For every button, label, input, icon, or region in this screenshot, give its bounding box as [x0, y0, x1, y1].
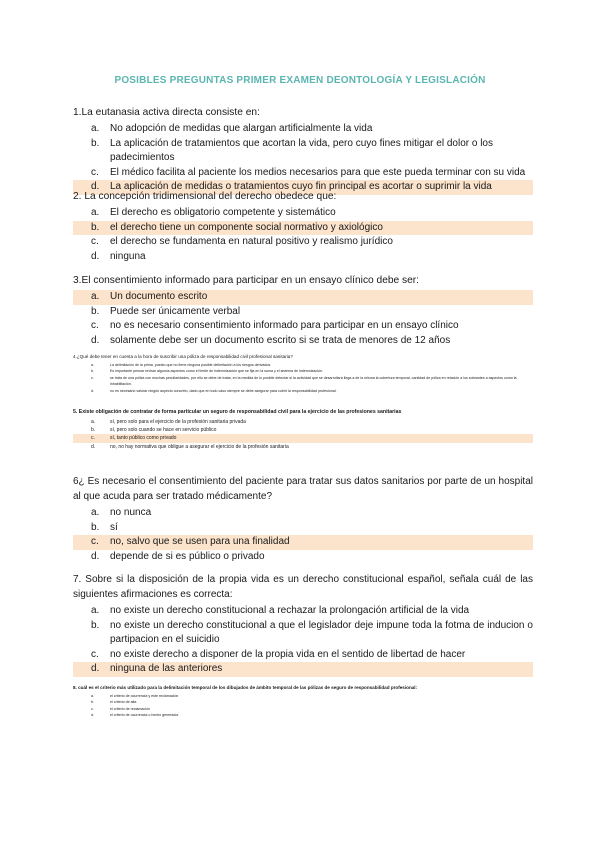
option-c: c. no existe derecho a disponer de la propia vida en el sentido de libertad de hacer [91, 648, 466, 660]
question-1 [73, 106, 533, 195]
question-text: 2. La concepción tridimensional del derecho obedece que: [73, 191, 337, 202]
question-text: 8. cuál es el criterio más utilizado para la delimitación temporal de los dibujados de ámbito temporal de las pólizas de seguro de responsabilidad profesional: [73, 685, 418, 690]
question-text: 3.El consentimiento informado para participar en un ensayo clínico debe ser: [73, 275, 420, 286]
option-c: c. se trata de una póliza con muchas peculiaridades, por ello se debe de tratar, en la medida de lo posible detectar si la actividad que se desarrollará llega a de la misma la cobertura temporal, cantidad de póliza en relación a los sobrantes a aspectos como la inhabilitación. [91, 375, 517, 387]
question-text: 5. Existe obligación de contratar de forma particular un seguro de responsabilidad civil para la ejercicio de las profesiones sanitarias [73, 409, 402, 415]
option-a: a. sí, pero solo para el ejercicio de la profesión sanitaria privada [91, 419, 246, 425]
option-c: c. el derecho se fundamenta en natural positivo y realismo jurídico [91, 236, 393, 248]
option-d: d. no, no hay normativa que obligue a asegurar el ejercicio de la profesión sanitaria [91, 443, 289, 450]
option-d: d. solamente debe ser un documento escrito si se trata de menores de 12 años [91, 334, 451, 346]
option-d: d. depende de si es público o privado [91, 550, 265, 562]
option-b: b. sí, pero solo cuando se hace en servicio público [91, 427, 217, 434]
option-c: c. no es necesario consentimiento informado para participar en un ensayo clínico [91, 320, 459, 332]
question-text: 6¿ Es necesario el consentimiento del paciente para tratar sus datos sanitarios por parte de un hospital al que acuda para ser tratado médicamente? [73, 476, 533, 502]
option-d-highlighted: d. ninguna de las anteriores [73, 662, 533, 677]
question-6 [73, 474, 533, 564]
option-a: a. no nunca [91, 507, 152, 518]
option-b: b. no existe un derecho constitucional a que el legislador deje impune toda la fotma de inducion o partipacion en el suicidio [91, 619, 533, 646]
option-c: c. El médico facilita al paciente los medios necesarios para que este pueda terminar con su vida [91, 166, 526, 178]
option-b: b. sí [91, 521, 118, 533]
option-d-highlighted: d. La aplicación de medidas o tratamientos cuyo fin principal es acortar o suprimir la vida [73, 180, 533, 195]
option-a-highlighted: a. Un documento escrito [73, 290, 533, 305]
option-a: a. El derecho es obligatorio competente y sistemático [91, 207, 336, 218]
option-d: d. no es necesario valorar ningún aspecto concreto, dado que en todo caso siempre se debe asegurar para cubrir la responsabilidad profesional. [91, 388, 337, 393]
option-c-highlighted: c. no, salvo que se usen para una finalidad [73, 535, 533, 550]
option-b-highlighted: b. el derecho tiene un componente social normativo y axiológico [73, 221, 533, 236]
question-3 [73, 274, 533, 348]
option-d: d. el criterio de ocurrencia o hecho generador [91, 713, 179, 718]
option-a: a. no existe un derecho constitucional a rechazar la prolongación artificial de la vida [91, 605, 470, 616]
question-text: 1.La eutanasia activa directa consiste en: [73, 107, 260, 118]
question-2 [73, 190, 533, 264]
option-c-highlighted: c. sí, tanto público como privado [73, 434, 533, 442]
question-5 [73, 408, 533, 451]
option-a: a. No adopción de medidas que alargan artificialmente la vida [91, 123, 373, 134]
option-d: d. ninguna [91, 250, 146, 262]
question-text: 4.¿Qué debe tener en cuenta a la hora de suscribir una póliza de responsabilidad civil profesional sanitaria? [73, 354, 293, 359]
option-c: c. el criterio de reclamación [91, 706, 150, 711]
option-b: b. Es importante pensar revisar algunos aspectos como el límite de indemnización que se fija en la suma y el sistema de indemnización. [91, 369, 323, 374]
option-b: b. La aplicación de tratamientos que acortan la vida, pero cuyo fines mitigar el dolor o los padecimientos [91, 137, 493, 164]
question-text: 7. Sobre si la disposición de la propia vida es un derecho constitucional español, señala cuál de las siguientes afirmaciones es correcta: [73, 574, 533, 600]
question-8 [73, 684, 533, 719]
document-title: POSIBLES PREGUNTAS PRIMER EXAMEN DEONTOLOGÍA Y LEGISLACIÓN [114, 75, 486, 86]
option-a: a. La delimitación de la prima, puesto que no tiene ninguna posible delimitación a los riesgos derivados. [91, 363, 272, 367]
question-4 [73, 353, 533, 394]
question-7 [73, 572, 533, 677]
option-a: a. el criterio de ocurrencia y este reclamación [91, 694, 179, 698]
option-b: b. Puede ser únicamente verbal [91, 305, 241, 317]
option-b: b. el criterio de alta [91, 700, 137, 705]
